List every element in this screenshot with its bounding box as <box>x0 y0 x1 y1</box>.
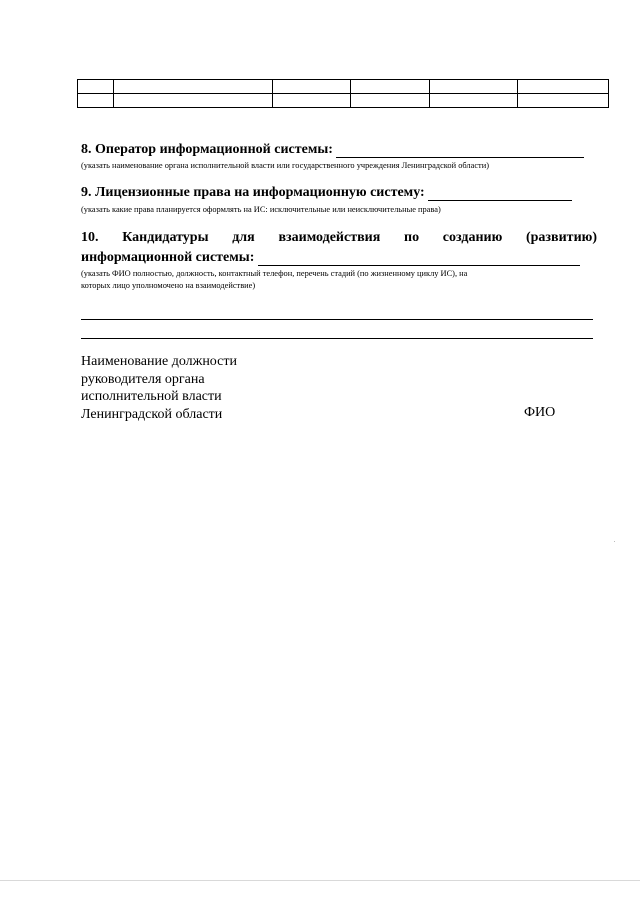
section-10-hint-line2: которых лицо уполномочено на взаимодействие) <box>81 281 256 290</box>
data-table <box>77 79 609 108</box>
table-cell <box>430 94 518 108</box>
section-8-hint: (указать наименование органа исполнительной власти или государственного учреждения Ленинградской области) <box>81 161 489 170</box>
section-10-word: взаимодействия <box>278 230 381 245</box>
candidates-line-2[interactable] <box>81 338 593 339</box>
section-8-title: 8. Оператор информационной системы: <box>81 142 333 157</box>
section-10-title-line2 <box>81 250 580 266</box>
section-10-hint-line1: (указать ФИО полностью, должность, контактный телефон, перечень стадий (по жизненному циклу ИС), на <box>81 269 468 278</box>
page-edge <box>0 880 640 881</box>
section-10-word: по <box>404 230 420 245</box>
candidates-line-1[interactable] <box>81 319 593 320</box>
section-9-heading <box>81 185 572 201</box>
signatory-position <box>81 353 237 423</box>
table-row <box>78 94 609 108</box>
table-cell <box>518 80 609 94</box>
table-cell <box>430 80 518 94</box>
section-10-title-line1 <box>81 230 597 246</box>
section-10-word: для <box>232 230 255 245</box>
signatory-fio: ФИО <box>524 405 556 420</box>
candidates-field[interactable] <box>258 251 580 266</box>
section-10-word: 10. <box>81 230 99 245</box>
license-rights-field[interactable] <box>428 186 572 201</box>
table-cell <box>114 80 273 94</box>
signatory-line: исполнительной власти <box>81 389 222 404</box>
table-cell <box>351 94 430 108</box>
table-cell <box>351 80 430 94</box>
table-cell <box>273 80 351 94</box>
section-10-word: Кандидатуры <box>122 230 209 245</box>
section-9-title: 9. Лицензионные права на информационную систему: <box>81 185 425 200</box>
table-cell <box>518 94 609 108</box>
table-cell <box>78 94 114 108</box>
table-cell <box>273 94 351 108</box>
section-9-hint: (указать какие права планируется оформлять на ИС: исключительные или неисключительные права) <box>81 205 441 214</box>
table-cell <box>114 94 273 108</box>
section-10-title-cont: информационной системы: <box>81 250 255 265</box>
signatory-line: руководителя органа <box>81 371 205 387</box>
section-10-word: (развитию) <box>525 230 597 245</box>
signatory-line: Ленинградской области <box>81 406 223 422</box>
table-row <box>78 80 609 94</box>
section-8-heading <box>81 142 584 158</box>
scan-speck <box>614 541 615 542</box>
signatory-line: Наименование должности <box>81 354 237 369</box>
section-10-word: созданию <box>442 230 503 245</box>
operator-field[interactable] <box>336 143 584 158</box>
table-cell <box>78 80 114 94</box>
